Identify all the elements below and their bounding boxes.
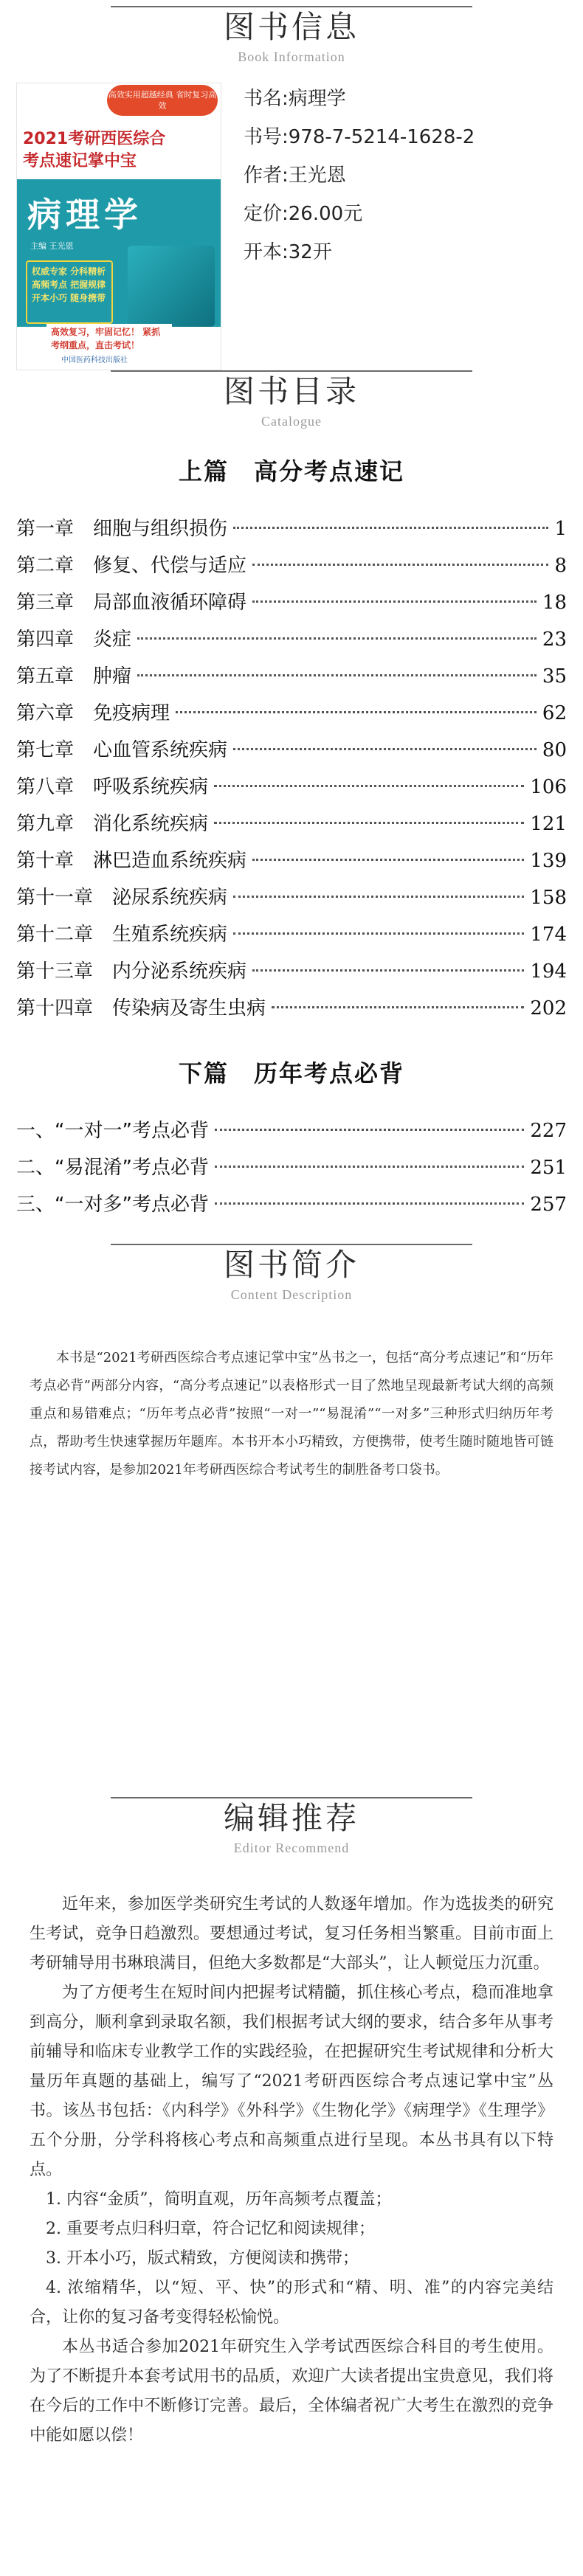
toc-item[interactable]: 第四章 炎症 23 — [16, 629, 567, 651]
toc-part2 — [16, 1112, 567, 1223]
cover-author: 主编 王光恩 — [30, 241, 74, 251]
toc-item[interactable]: 一、 “一对一”考点必背 227 — [16, 1120, 567, 1142]
recommend-body — [30, 1890, 553, 2451]
cover-series-title: 2021考研西医综合 — [23, 130, 166, 148]
info-row-price: 定价:26.00元 — [244, 203, 363, 225]
info-row-author: 作者:王光恩 — [244, 165, 346, 187]
toc-part1 — [16, 510, 567, 1027]
recommend-paragraph-2: 为了方便考生在短时间内把握考试精髓，抓住核心考点，稳而准地拿到高分，顺利拿到录取名额，我们根据考试大纲的要求，结合多年从事考前辅导和临床专业教学工作的实践经验，在把握研究生考试规律和分析大量历年真题的基础上，编写了“2021考研西医综合考点速记掌中宝”丛书。该丛书包括：《内科学》《外科学》《生物化学》《病理学》《生理学》五个分册，分学科将核心考点和高频重点进行呈现。本丛书具有以下特点。 — [30, 1984, 553, 2179]
recommend-paragraph-3: 本丛书适合参加2021年研究生入学考试西医综合科目的考生使用。为了不断提升本套考试用书的品质，欢迎广大读者提出宝贵意见，我们将在今后的工作中不断修订完善。最后，全体编者祝广大考生在激烈的竞争中能如愿以偿！ — [30, 2338, 553, 2445]
toc-item[interactable]: 第十一章 泌尿系统疾病 158 — [16, 887, 567, 909]
recommend-header — [0, 1800, 583, 1856]
recommend-paragraph-1: 近年来，参加医学类研究生考试的人数逐年增加。作为选拔类的研究生考试，竞争日趋激烈。要想通过考试，复习任务相当繁重。目前市面上考研辅导用书琳琅满目，但绝大多数都是“大部头”，让人顿觉压力沉重。 — [30, 1895, 553, 1973]
book-info-heading: 图书信息 — [223, 9, 359, 45]
book-info-fields — [244, 80, 475, 271]
toc-item[interactable]: 第十三章 内分泌系统疾病 194 — [16, 960, 567, 983]
toc-item[interactable]: 第五章 肿瘤 35 — [16, 665, 567, 688]
toc-item[interactable]: 第八章 呼吸系统疾病 106 — [16, 776, 567, 798]
toc-item[interactable]: 第九章 消化系统疾病 121 — [16, 813, 567, 835]
recommend-list-item-4: 4. 浓缩精华，以“短、平、快”的形式和“精、明、准”的内容完美结合，让你的复习备考变得轻松愉悦。 — [30, 2279, 553, 2327]
toc-item[interactable]: 第十章 淋巴造血系统疾病 139 — [16, 850, 567, 872]
toc-item[interactable]: 第十二章 生殖系统疾病 174 — [16, 924, 567, 946]
cover-badge: 高效实用超越经典 省时复习高效 — [107, 85, 218, 116]
cover-tagline: 高效复习，牢固记忆！ 紧抓考纲重点，直击考试！ — [46, 324, 172, 352]
recommend-heading: 编辑推荐 — [223, 1800, 359, 1836]
recommend-list-item-3: 3. 开本小巧，版式精致，方便阅读和携带； — [46, 2249, 359, 2268]
info-row-format: 开本:32开 — [244, 241, 332, 263]
toc-item[interactable]: 第六章 免疫病理 62 — [16, 702, 567, 724]
description-header — [0, 1247, 583, 1303]
catalogue-divider — [111, 370, 472, 372]
toc-item[interactable]: 第十四章 传染病及寄生虫病 202 — [16, 997, 567, 1019]
info-row-isbn: 书号:978-7-5214-1628-2 — [244, 126, 475, 148]
toc-item[interactable]: 第一章 细胞与组织损伤 1 — [16, 518, 567, 540]
recommend-divider — [111, 1797, 472, 1798]
part1-title: 上篇 高分考点速记 — [178, 457, 404, 485]
description-divider — [111, 1244, 472, 1245]
toc-item[interactable]: 第二章 修复、代偿与适应 8 — [16, 555, 567, 577]
recommend-list-item-1: 1. 内容“金质”，简明直观，历年高频考点覆盖； — [46, 2190, 392, 2209]
cover-features: 权威专家 分科精析 高频考点 把握规律 开本小巧 随身携带 — [26, 260, 113, 324]
toc-item[interactable]: 第三章 局部血液循环障碍 18 — [16, 592, 567, 614]
info-row-title: 书名:病理学 — [244, 88, 346, 110]
catalogue-heading: 图书目录 — [223, 373, 359, 409]
book-info-header — [0, 9, 583, 65]
toc-item[interactable]: 第七章 心血管系统疾病 80 — [16, 739, 567, 761]
description-heading: 图书简介 — [223, 1247, 359, 1283]
toc-item[interactable]: 二、 “易混淆”考点必背 251 — [16, 1157, 567, 1179]
catalogue-heading-en: Catalogue — [261, 414, 322, 429]
recommend-list-item-2: 2. 重要考点归科归章，符合记忆和阅读规律； — [46, 2220, 375, 2238]
catalogue-header — [0, 373, 583, 429]
recommend-heading-en: Editor Recommend — [233, 1841, 350, 1855]
cover-series-subtitle: 考点速记掌中宝 — [23, 152, 137, 170]
cover-publisher: 中国医药科技出版社 — [61, 356, 128, 364]
cover-illustration — [128, 246, 215, 327]
description-text: 本书是“2021考研西医综合考点速记掌中宝”丛书之一，包括“高分考点速记”和“历年考点必背”两部分内容，“高分考点速记”以表格形式一目了然地呈现最新考试大纲的高频重点和易错难点；“历年考点必背”按照“一对一”“易混淆”“一对多”三种形式归纳历年考点，帮助考生快速掌握历年题库。本书开本小巧精致，方便携带，使考生随时随地皆可链接考试内容，是参加2021年考研西医综合考试考生的制胜备考口袋书。 — [30, 1350, 553, 1478]
cover-subject: 病理学 — [27, 195, 142, 235]
description-heading-en: Content Description — [230, 1287, 353, 1302]
toc-item[interactable]: 三、 “一对多”考点必背 257 — [16, 1194, 567, 1216]
part2-title: 下篇 历年考点必背 — [178, 1059, 404, 1087]
book-info-heading-en: Book Information — [238, 49, 345, 64]
book-cover-image — [16, 83, 221, 370]
book-info-divider — [111, 6, 472, 7]
